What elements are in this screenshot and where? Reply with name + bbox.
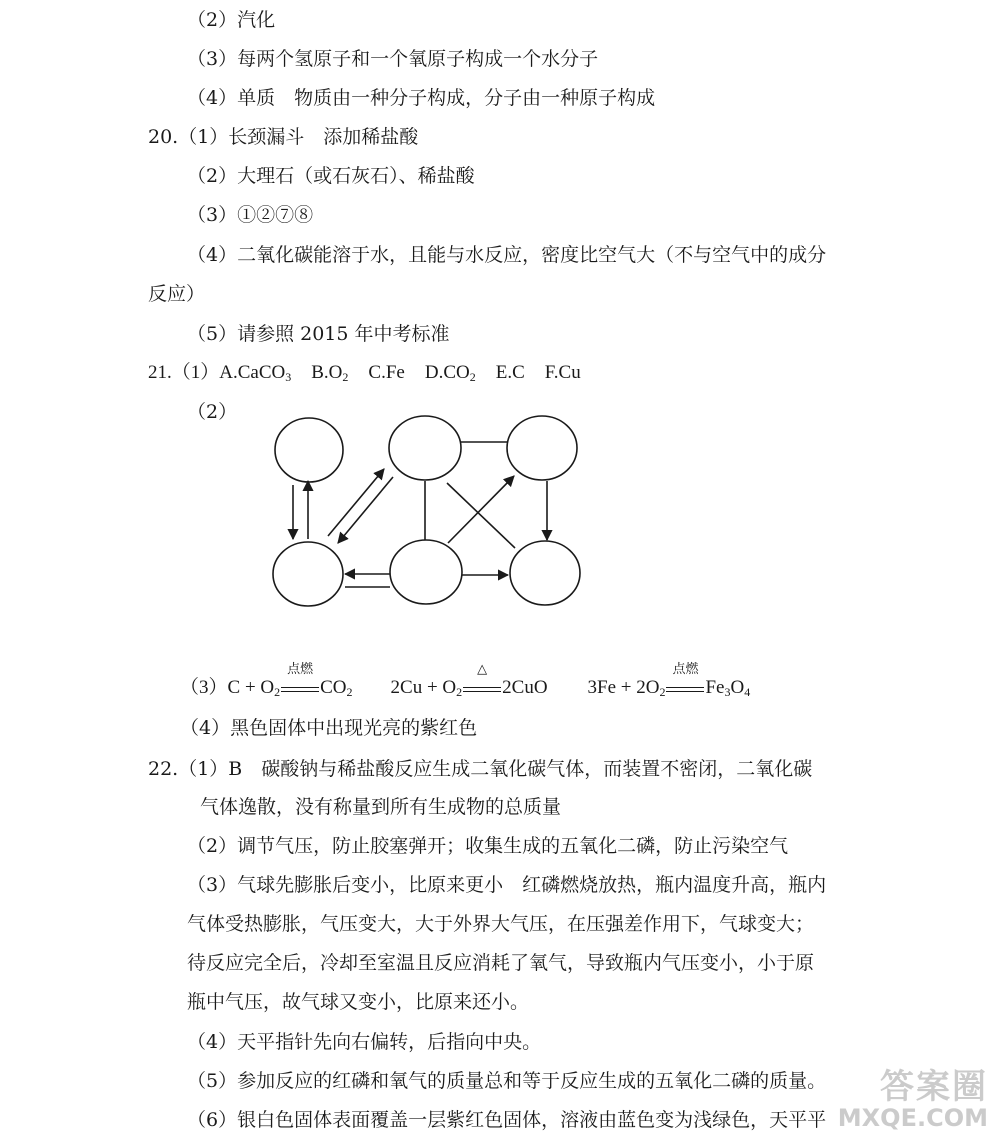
circle-top-left [275,418,343,482]
arrow-bl-to-tm [328,469,384,536]
relation-diagram [260,405,590,610]
q21-e: E.C [495,362,525,383]
circle-bottom-right [510,541,580,605]
answer-19-3: （3）每两个氢原子和一个氧原子构成一个水分子 [187,48,599,70]
q21-f: F.Cu [544,362,581,383]
q21-b: B.O [311,362,343,383]
watermark-logo-text: 答案圈 [880,1067,988,1107]
eq1-condition-sign [280,661,320,700]
arrow-tm-to-bl [338,477,393,543]
circle-top-middle [389,416,461,480]
answer-22-3-cont2: 待反应完全后，冷却至室温且反应消耗了氧气，导致瓶内气压变小，小于原 [187,952,815,974]
answer-22-6: （6）银白色固体表面覆盖一层紫红色固体，溶液由蓝色变为浅绿色，天平平 [187,1109,827,1131]
answer-21-4: （4）黑色固体中出现光亮的紫红色 [180,717,478,739]
eq3-left: 3Fe + 2O [587,677,660,698]
eq1-left-sub: 2 [274,685,281,699]
eq3-right-mid: O [730,677,745,698]
answer-21-1 [148,361,581,385]
eq2-condition-sign [462,661,502,700]
answer-20-1: 20.（1）长颈漏斗 添加稀盐酸 [148,126,419,148]
eq2-right: 2CuO [502,677,548,698]
q21-d: D.CO [424,362,470,383]
answer-22-3-cont1: 气体受热膨胀，气压变大，大于外界大气压，在压强差作用下，气球变大； [187,913,815,935]
circle-bottom-middle [390,540,462,604]
eq3-right: Fe [705,677,725,698]
answer-20-5: （5）请参照 2015 年中考标准 [187,323,450,345]
eq3-condition-sign [665,661,705,700]
site-watermark [838,1069,988,1131]
circle-top-right [507,416,577,480]
eq3-condition: 点燃 [672,661,699,676]
q21-d-sub: 2 [469,370,476,384]
answer-19-4: （4）单质 物质由一种分子构成，分子由一种原子构成 [187,87,656,109]
eq1-right: CO [320,677,347,698]
eq3-right-sub1: 3 [724,685,731,699]
answer-20-4: （4）二氧化碳能溶于水，且能与水反应，密度比空气大（不与空气中的成分 [187,244,827,266]
eq2-left-sub: 2 [456,685,463,699]
answer-22-1: 22.（1）B 碳酸钠与稀盐酸反应生成二氧化碳气体，而装置不密闭，二氧化碳 [148,758,813,780]
q21-b-sub: 2 [342,370,349,384]
eq2-condition: △ [477,661,488,676]
link-tm-br [447,483,515,548]
answer-22-3-cont3: 瓶中气压，故气球又变小，比原来还小。 [187,991,530,1013]
watermark-url: MXQE.COM [837,1104,988,1132]
answer-21-3-equations [180,661,751,700]
q21-a-sub: 3 [285,370,292,384]
answer-21-2-label: （2） [187,401,238,423]
eq1-right-sub: 2 [346,685,353,699]
answer-20-3: （3）①②⑦⑧ [187,204,314,226]
q21-a: A.CaCO [219,362,286,383]
answer-19-2: （2）汽化 [187,9,276,31]
answer-22-5: （5）参加反应的红磷和氧气的质量总和等于反应生成的五氧化二磷的质量。 [187,1070,827,1092]
eq3-right-sub2: 4 [744,685,751,699]
eq1-condition: 点燃 [287,661,314,676]
answer-20-2: （2）大理石（或石灰石）、稀盐酸 [187,165,475,187]
answer-22-4: （4）天平指针先向右偏转，后指向中央。 [187,1031,542,1053]
arrow-bm-to-tr [448,476,514,543]
answer-22-1-cont: 气体逸散，没有称量到所有生成物的总质量 [200,796,562,818]
eq3-left-sub: 2 [659,685,666,699]
answer-22-2: （2）调节气压，防止胶塞弹开；收集生成的五氧化二磷，防止污染空气 [187,835,789,857]
eq-label: （3） [180,677,228,698]
eq2-left: 2Cu + O [390,677,457,698]
q21-prefix: 21.（1） [148,362,220,383]
answer-22-3: （3）气球先膨胀后变小，比原来更小 红磷燃烧放热，瓶内温度升高，瓶内 [187,874,827,896]
answer-20-4-cont: 反应） [148,283,206,305]
q21-c: C.Fe [368,362,405,383]
eq1-left: C + O [227,677,275,698]
circle-bottom-left [273,542,343,606]
